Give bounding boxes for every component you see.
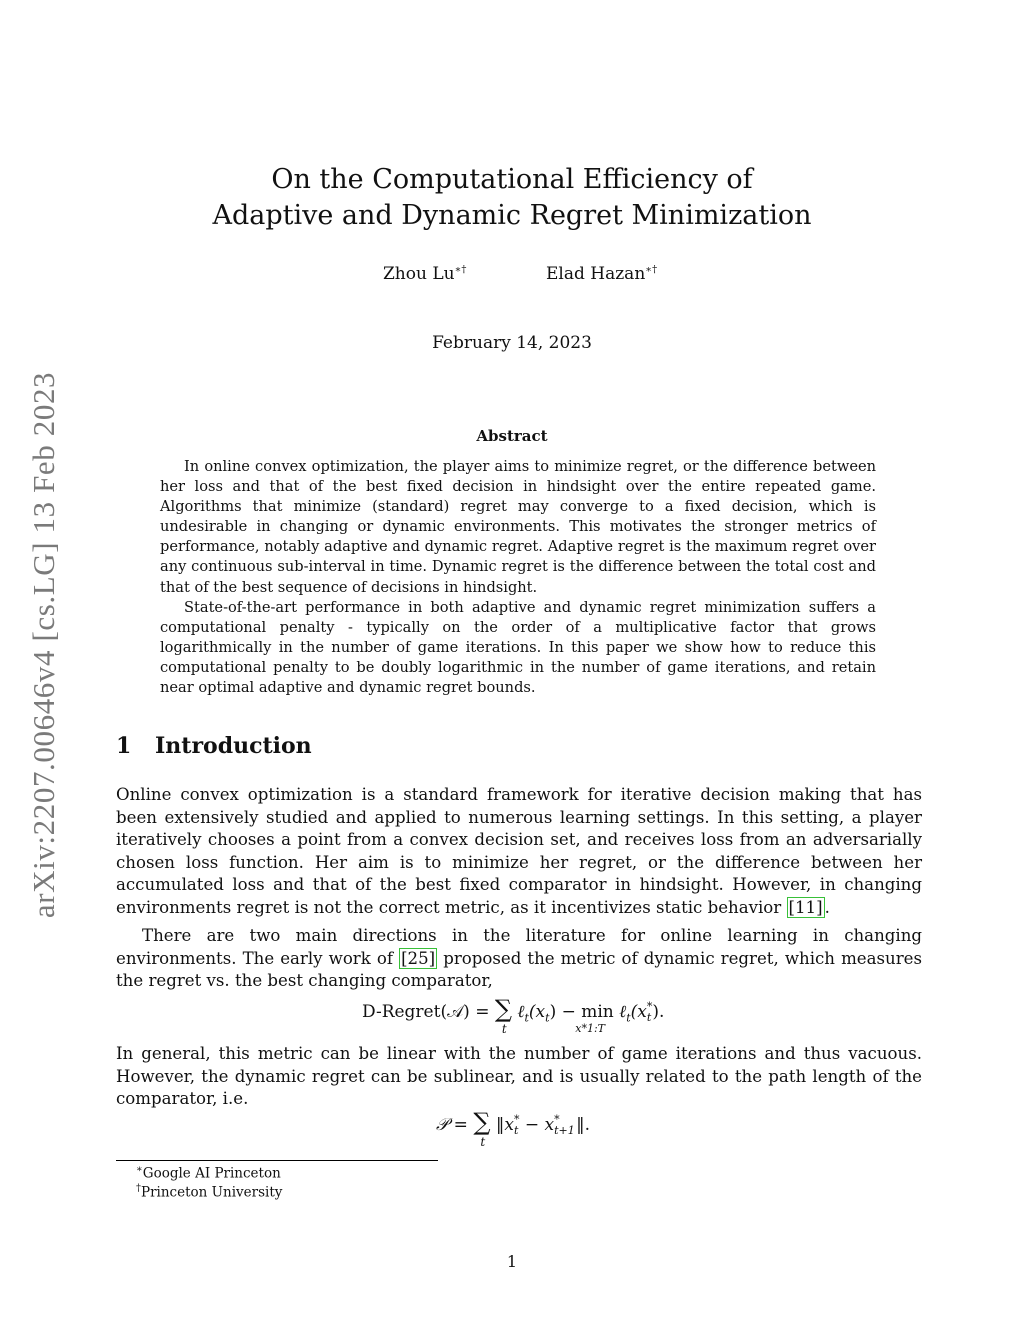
citation-25[interactable]: [25]: [401, 948, 436, 968]
intro-paragraph-1: Online convex optimization is a standard framework for iterative decision making that has been extensively studied and applied to numerous learning settings. In this setting, a player iteratively chooses a point from a convex decision set, and receives loss from an adversarially chosen loss function. Her aim is to minimize her regret, or the difference between her accumulated loss and that of the best fixed comparator in hindsight. However, in changing environments regret is not the correct metric, as it incentivizes static behavior [11] .: [116, 785, 922, 917]
intro-paragraph-3: [116, 1043, 922, 1111]
author-2: [546, 264, 657, 284]
title-line-1: On the Computational Efficiency of: [271, 164, 753, 195]
eq1-loss-sub: t: [524, 1011, 529, 1025]
eq2-star-2: *: [554, 1113, 560, 1127]
author-1: [383, 264, 466, 284]
intro-p1-text: Online convex optimization is a standard framework for iterative decision making that has been extensively studied and applied to numerous learning settings. In this setting, a player iteratively chooses a point from a convex decision set, and receives loss from an adversarially chosen loss function. Her aim is to minimize her regret, or the difference between her accumulated loss and that of the best fixed comparator in hindsight. However, in changing environments regret is not the correct metric, as it incentivizes static behavior: [116, 785, 922, 917]
eq2-minus: − x: [519, 1115, 555, 1135]
eq1-rhs-arg-sub: t: [646, 1011, 652, 1025]
abstract-body: [160, 457, 876, 698]
abstract-paragraph-1: In online convex optimization, the player aims to minimize regret, or the difference between her loss and that of the best fixed decision in hindsight over the entire repeated game. Algorithms that minimize (standard) regret may converge to a fixed decision, which is undesirable in changing or dynamic environments. This motivates the stronger metrics of performance, notably adaptive and dynamic regret. Adaptive regret is the maximum regret over any continuous sub-interval in time. Dynamic regret is the difference between the total cost and that of the best sequence of decisions in hindsight.: [160, 458, 876, 596]
eq1-lhs: D-Regret(𝒜) =: [362, 1002, 495, 1022]
eq1-rhs-star: *: [646, 1000, 653, 1014]
eq1-arg-sub: t: [545, 1011, 550, 1025]
abstract-heading: Abstract: [476, 427, 548, 445]
section-title: Introduction: [155, 733, 312, 759]
eq2-star-1: *: [513, 1113, 520, 1127]
author-1-name: Zhou Lu: [383, 264, 455, 284]
eq2-sum: ∑: [473, 1108, 491, 1136]
intro-paragraph-2: [116, 925, 922, 993]
author-2-marks: ∗†: [645, 264, 658, 276]
section-number: 1: [116, 733, 132, 759]
eq1-sum-sub: t: [501, 1022, 507, 1036]
arxiv-stamp-text: arXiv:2207.00646v4 [cs.LG] 13 Feb 2023: [26, 371, 61, 919]
intro-p3-text: In general, this metric can be linear with the number of game iterations and thus vacuous. However, the dynamic regret can be sublinear, and is usually related to the path length of the comparator, i.e.: [116, 1044, 922, 1108]
author-2-name: Elad Hazan: [546, 264, 646, 284]
footnote-1-text: Google AI Princeton: [142, 1165, 281, 1182]
page-number: 1: [506, 1252, 518, 1271]
intro-p2-after: proposed the metric of dynamic regret, which measures the regret vs. the best changing comparator,: [116, 948, 922, 990]
eq1-arg: (x: [528, 1002, 546, 1022]
abstract-paragraph-2: State-of-the-art performance in both adaptive and dynamic regret minimization suffers a computational penalty - typically on the order of a multiplicative factor that grows logarithmically in the number of game iterations. In this paper we show how to reduce this computational penalty to be doubly logarithmic in the number of game iterations, and retain near optimal adaptive and dynamic regret bounds.: [160, 598, 876, 697]
eq1-minus: ) −: [549, 1002, 582, 1022]
eq1-rhs-loss-sub: t: [626, 1011, 631, 1025]
eq1-rhs-arg: (x: [630, 1002, 647, 1022]
footnote-2-mark: †: [136, 1183, 141, 1194]
eq1-min: min: [581, 1002, 614, 1022]
eq1-min-sub: x*1:T: [575, 1022, 605, 1035]
eq1-close: ).: [652, 1002, 665, 1022]
equation-path-length: [436, 1108, 590, 1149]
paper-date: February 14, 2023: [432, 333, 592, 353]
paper-title: [0, 162, 1024, 234]
section-heading: [116, 733, 312, 759]
eq1-sum: ∑: [494, 995, 512, 1023]
footnote-rule: [116, 1160, 438, 1161]
eq2-sub-2: t+1: [554, 1124, 575, 1138]
footnote-2-text: Princeton University: [141, 1184, 283, 1201]
title-line-2: Adaptive and Dynamic Regret Minimization: [212, 200, 812, 231]
eq2-norm-open: ‖x: [490, 1115, 514, 1135]
eq2-sub-1: t: [513, 1124, 519, 1138]
eq2-lhs: 𝒫 =: [436, 1115, 474, 1135]
intro-p2-before: There are two main directions in the literature for online learning in changing environments. The early work of: [116, 926, 922, 968]
footnote-2: [136, 1183, 282, 1201]
eq2-sum-sub: t: [480, 1135, 486, 1149]
footnote-1: [136, 1164, 281, 1182]
citation-11[interactable]: [11]: [788, 897, 823, 917]
eq1-rhs-loss: ℓ: [613, 1002, 627, 1022]
eq2-norm-close: ‖.: [576, 1115, 590, 1135]
author-1-marks: ∗†: [454, 264, 467, 276]
eq1-loss: ℓ: [512, 1002, 525, 1022]
equation-dynamic-regret: [362, 995, 665, 1036]
footnote-1-mark: ∗: [136, 1164, 143, 1175]
